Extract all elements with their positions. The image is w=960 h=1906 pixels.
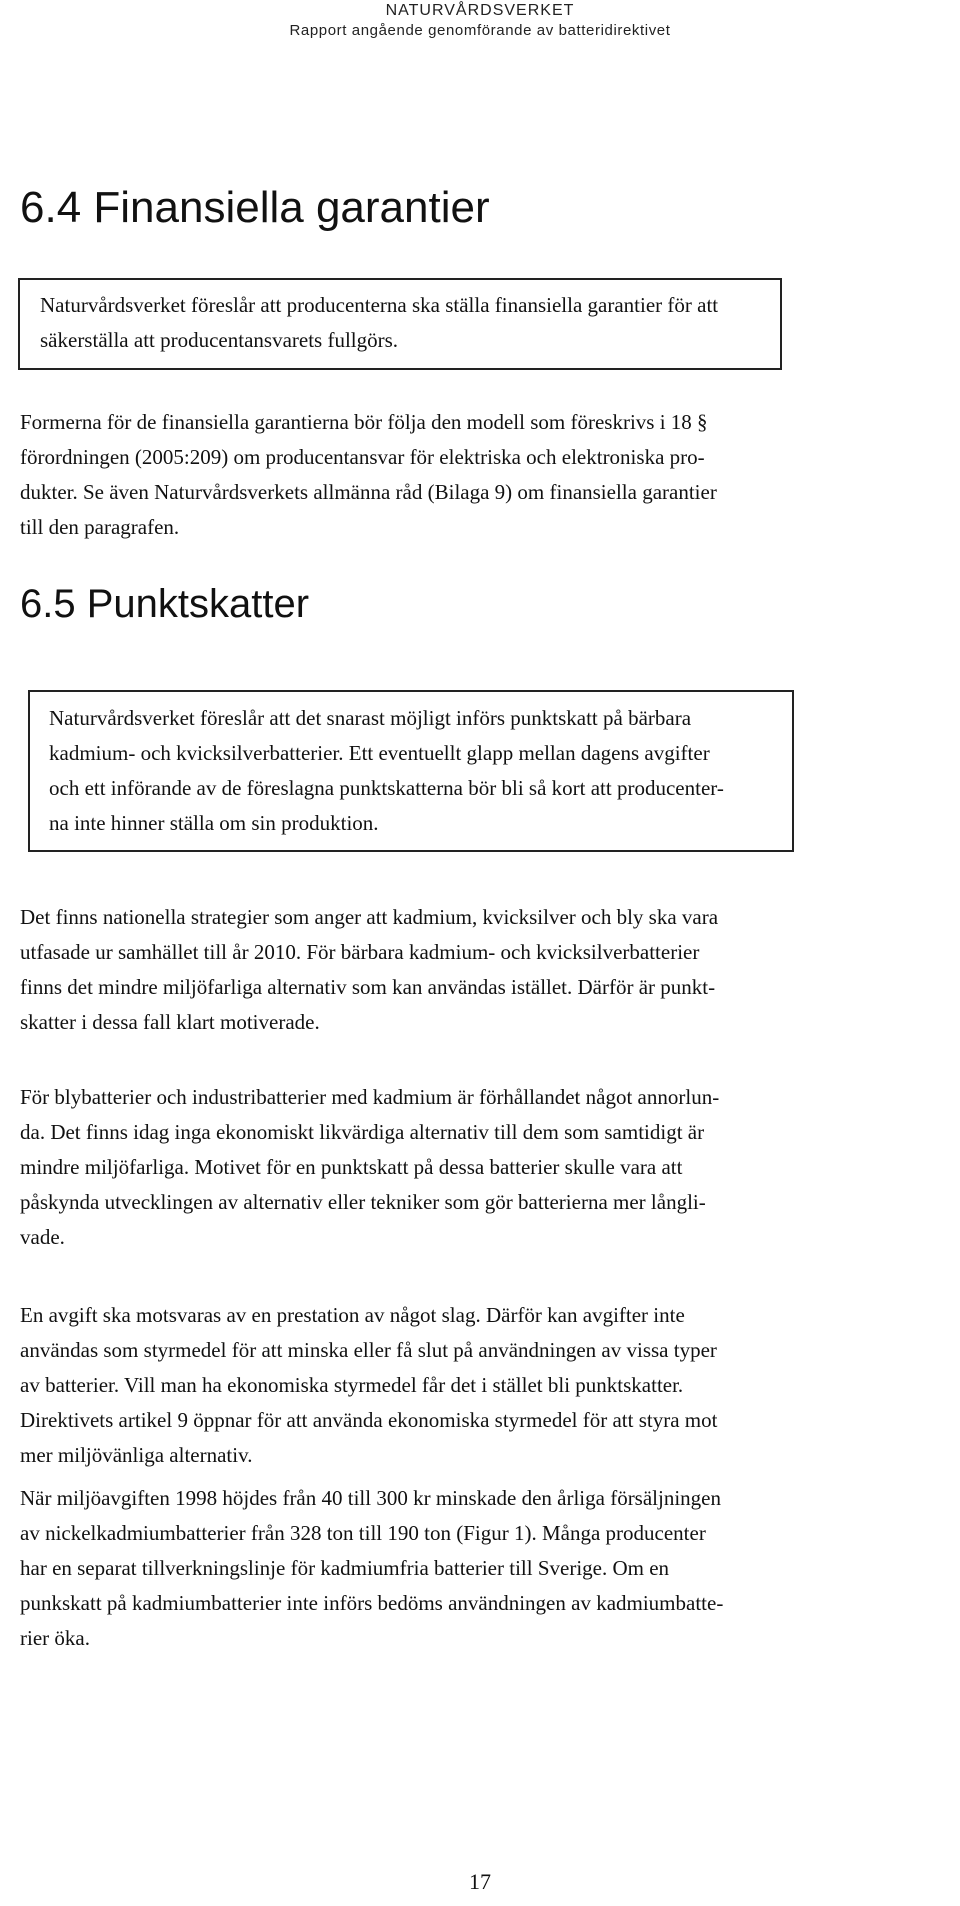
text-line: da. Det finns idag inga ekonomiskt likvärdiga alternativ till dem som samtidigt är: [20, 1120, 705, 1144]
header-organization: NATURVÅRDSVERKET: [385, 2, 575, 19]
text-line: har en separat tillverkningslinje för kadmiumfria batterier till Sverige. Om en: [20, 1556, 670, 1580]
text-line: finns det mindre miljöfarliga alternativ som kan användas istället. Därför är punkt-: [20, 975, 716, 999]
box-line: och ett införande av de föreslagna punktskatterna bör bli så kort att producenter-: [49, 776, 724, 800]
text-line: dukter. Se även Naturvårdsverkets allmänna råd (Bilaga 9) om finansiella garantier: [20, 480, 717, 504]
page-number: 17: [469, 1869, 491, 1894]
section-heading-6-5: 6.5 Punktskatter: [20, 582, 310, 626]
proposal-box-6-4: [18, 278, 782, 370]
running-header: [0, 0, 960, 40]
text-line: mer miljövänliga alternativ.: [20, 1443, 253, 1467]
box-line: na inte hinner ställa om sin produktion.: [49, 811, 379, 835]
text-line: av batterier. Vill man ha ekonomiska styrmedel får det i stället bli punktskatter.: [20, 1373, 684, 1397]
text-line: punkskatt på kadmiumbatterier inte införs bedöms användningen av kadmiumbatte-: [20, 1591, 724, 1615]
text-line: För blybatterier och industribatterier med kadmium är förhållandet något annorlun-: [20, 1085, 720, 1109]
section-heading-6-4: 6.4 Finansiella garantier: [20, 183, 490, 232]
text-line: användas som styrmedel för att minska eller få slut på användningen av vissa typer: [20, 1338, 717, 1362]
paragraph-fees: [20, 1298, 765, 1473]
proposal-box-6-5: [28, 690, 794, 852]
text-line: vade.: [20, 1225, 65, 1249]
text-line: till den paragrafen.: [20, 515, 180, 539]
text-line: rier öka.: [20, 1626, 90, 1650]
paragraph-strategies: [20, 900, 765, 1040]
text-line: En avgift ska motsvaras av en prestation av något slag. Därför kan avgifter inte: [20, 1303, 685, 1327]
text-line: Formerna för de finansiella garantierna bör följa den modell som föreskrivs i 18 §: [20, 410, 708, 434]
text-line: mindre miljöfarliga. Motivet för en punktskatt på dessa batterier skulle vara att: [20, 1155, 683, 1179]
text-line: skatter i dessa fall klart motiverade.: [20, 1010, 320, 1034]
box-line: Naturvårdsverket föreslår att producenterna ska ställa finansiella garantier för att: [40, 293, 719, 317]
text-line: Direktivets artikel 9 öppnar för att använda ekonomiska styrmedel för att styra mot: [20, 1408, 718, 1432]
paragraph-6-4: [20, 405, 765, 545]
text-line: påskynda utvecklingen av alternativ eller tekniker som gör batterierna mer långli-: [20, 1190, 706, 1214]
box-line: säkerställa att producentansvarets fullgörs.: [40, 328, 399, 352]
text-line: förordningen (2005:209) om producentansvar för elektriska och elektroniska pro-: [20, 445, 705, 469]
text-line: Det finns nationella strategier som anger att kadmium, kvicksilver och bly ska vara: [20, 905, 719, 929]
text-line: av nickelkadmiumbatterier från 328 ton till 190 ton (Figur 1). Många producenter: [20, 1521, 706, 1545]
paragraph-environment-fee: [20, 1481, 765, 1656]
text-line: När miljöavgiften 1998 höjdes från 40 till 300 kr minskade den årliga försäljningen: [20, 1486, 721, 1510]
box-line: kadmium- och kvicksilverbatterier. Ett eventuellt glapp mellan dagens avgifter: [49, 741, 710, 765]
paragraph-lead-batteries: [20, 1080, 765, 1255]
box-line: Naturvårdsverket föreslår att det snarast möjligt införs punktskatt på bärbara: [49, 706, 692, 730]
text-line: utfasade ur samhället till år 2010. För bärbara kadmium- och kvicksilverbatterier: [20, 940, 700, 964]
header-report-title: Rapport angående genomförande av batteridirektivet: [289, 22, 671, 39]
